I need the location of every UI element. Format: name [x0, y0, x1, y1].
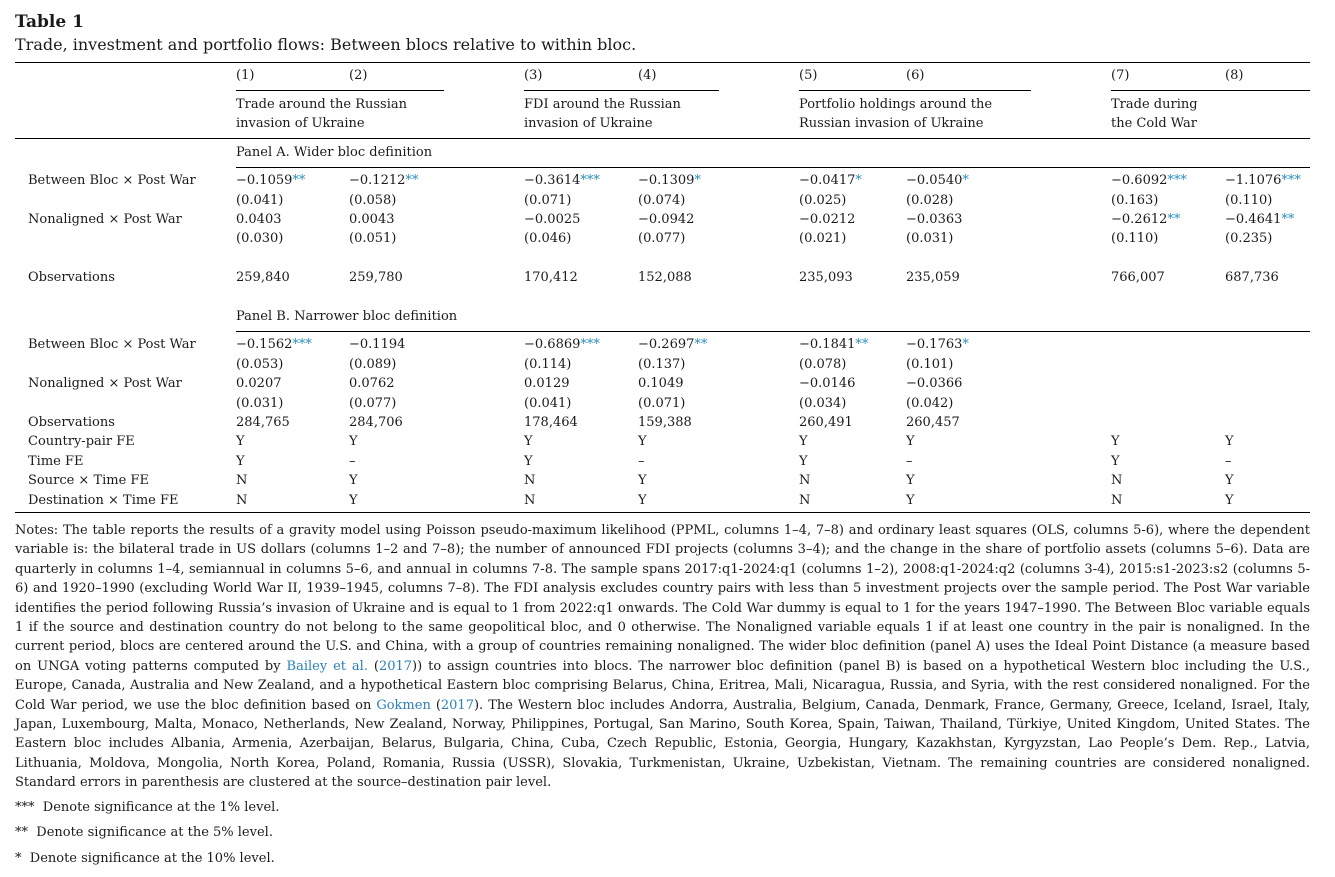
table-cell: Y — [349, 473, 358, 488]
row-label: Observations — [28, 415, 115, 430]
table-cell: 0.0043 — [349, 212, 395, 227]
table-cell: 235,093 — [799, 270, 853, 285]
table-cell: 0.0207 — [236, 376, 282, 391]
table-cell: N — [799, 493, 811, 508]
table-cell: (0.041) — [236, 193, 284, 208]
table-cell: Y — [524, 434, 533, 449]
table-cell: Y — [638, 434, 647, 449]
significance-stars: ** — [292, 173, 306, 188]
column-number-6: (6) — [906, 68, 925, 83]
footnote-text: Denote significance at the 10% level. — [29, 851, 275, 866]
group-header-line1: Trade during — [1111, 97, 1198, 112]
table-cell: (0.078) — [799, 357, 847, 372]
row-label: Time FE — [28, 454, 84, 469]
footnote-5pct — [15, 824, 273, 842]
table-cell: N — [1111, 473, 1123, 488]
table-cell: Y — [906, 493, 915, 508]
table-cell: 766,007 — [1111, 270, 1165, 285]
row-label: Observations — [28, 270, 115, 285]
notes-text-3: ). The Western bloc includes Andorra, Australia, Belgium, Canada, Denmark, France, Germany, Greece, Iceland, Israel, Italy, Japan, Luxembourg, Malta, Monaco, Netherlands, New Zealand, Norway, Philippines, Portugal, San Marino, South Korea, Spain, Taiwan, Thailand, Türkiye, United Kingdom, United States. The Eastern bloc includes Albania, Armenia, Azerbaijan, Belarus, Bulgaria, China, Cuba, Czech Republic, Estonia, Georgia, Hungary, Kazakhstan, Kyrgyzstan, Lao People’s Dem. Rep., Latvia, Lithuania, Moldova, Mongolia, North Korea, Poland, Romania, Russia (USSR), Slovakia, Turkmenistan, Ukraine, Uzbekistan, Vietnam. The remaining countries are considered nonaligned. Standard errors in parenthesis are clustered at the source–destination pair level. — [15, 697, 1310, 791]
table-cell: 0.0762 — [349, 376, 395, 391]
table-cell: (0.041) — [524, 396, 572, 411]
table-cell: 0.0129 — [524, 376, 570, 391]
table-cell: (0.030) — [236, 231, 284, 246]
table-cell: −0.1562*** — [236, 337, 312, 352]
table-cell: −0.4641** — [1225, 212, 1295, 227]
table-cell: −0.0212 — [799, 212, 856, 227]
table-cell: – — [638, 454, 645, 469]
panel-b-rule — [236, 331, 1310, 332]
significance-stars: ** — [855, 337, 869, 352]
table-cell: Y — [638, 473, 647, 488]
table-label: Table 1 — [15, 12, 84, 32]
table-cell: −0.1309* — [638, 173, 701, 188]
table-cell: −0.0942 — [638, 212, 695, 227]
table-cell: (0.163) — [1111, 193, 1159, 208]
table-cell: 284,765 — [236, 415, 290, 430]
table-cell: (0.031) — [236, 396, 284, 411]
group-header-line1: Trade around the Russian — [236, 97, 407, 112]
table-cell: (0.042) — [906, 396, 954, 411]
panel-b-title: Panel B. Narrower bloc definition — [236, 309, 458, 324]
table-cell: (0.074) — [638, 193, 686, 208]
row-label: Between Bloc × Post War — [28, 337, 196, 352]
table-cell: Y — [349, 493, 358, 508]
row-label: Source × Time FE — [28, 473, 149, 488]
row-label: Between Bloc × Post War — [28, 173, 196, 188]
table-cell: −0.3614*** — [524, 173, 600, 188]
table-cell: −0.1194 — [349, 337, 406, 352]
table-cell: (0.110) — [1111, 231, 1159, 246]
table-cell: (0.110) — [1225, 193, 1273, 208]
table-cell: – — [906, 454, 913, 469]
table-cell: (0.058) — [349, 193, 397, 208]
table-cell: (0.101) — [906, 357, 954, 372]
table-cell: Y — [906, 473, 915, 488]
table-cell: Y — [236, 454, 245, 469]
footnote-mark: ** — [15, 825, 28, 840]
column-number-8: (8) — [1225, 68, 1244, 83]
table-cell: −0.0366 — [906, 376, 963, 391]
notes-text-2: ) to assign countries into blocs. The narrower bloc definition (panel B) is based on a hypothetical Western bloc including the U.S., Europe, Canada, Australia and New Zealand, and a hypothetical Eastern bloc comprising Belarus, China, Eritrea, Mali, Nicaragua, Russia, and Syria, with the rest considered nonaligned. For the Cold War period, we use the bloc definition based on — [15, 658, 1310, 713]
footnote-1pct — [15, 799, 279, 817]
table-cell: Y — [1225, 493, 1234, 508]
table-cell: −0.1059** — [236, 173, 306, 188]
significance-stars: *** — [580, 173, 600, 188]
table-cell: 259,840 — [236, 270, 290, 285]
table-cell: (0.114) — [524, 357, 572, 372]
table-cell: Y — [799, 434, 808, 449]
table-cell: Y — [1225, 434, 1234, 449]
group-rule-coldwar — [1111, 90, 1310, 91]
notes-text-1: Notes: The table reports the results of a gravity model using Poisson pseudo-maximum likelihood (PPML, columns 1–4, 7–8) and ordinary least squares (OLS, columns 5-6), where the dependent variable is: the bilateral trade in US dollars (columns 1–2 and 7–8); the number of announced FDI projects (columns 3–4); and the change in the share of portfolio assets (columns 5–6). Data are quarterly in columns 1–4, semiannual in columns 5–6, and annual in columns 7-8. The sample spans 2017:q1-2024:q1 (columns 1–2), 2008:q1-2024:q2 (columns 3-4), 2015:s1-2023:s2 (columns 5-6) and 1920–1990 (excluding World War II, 1939–1945, columns 7–8). The FDI analysis excludes country pairs with less than 5 investment projects over the sample period. The Post War variable identifies the period following Russia’s invasion of Ukraine and is equal to 1 from 2022:q1 onwards. The Cold War dummy is equal to 1 for the years 1947–1990. The Between Bloc variable equals 1 if the source and destination country do not belong to the same geopolitical bloc, and 0 otherwise. The Nonaligned variable equals 1 if at least one country in the pair is nonaligned. In the current period, blocs are centered around the U.S. and China, with a group of countries remaining nonaligned. The wider bloc definition (panel A) uses the Ideal Point Distance (a measure based on UNGA voting patterns computed by — [15, 523, 1310, 674]
table-cell: N — [236, 493, 248, 508]
footnote-10pct — [15, 850, 275, 868]
table-cell: (0.077) — [349, 396, 397, 411]
table-cell: (0.031) — [906, 231, 954, 246]
table-cell: −0.0025 — [524, 212, 581, 227]
table-cell: (0.077) — [638, 231, 686, 246]
table-cell: (0.235) — [1225, 231, 1273, 246]
table-cell: – — [349, 454, 356, 469]
significance-stars: ** — [694, 337, 708, 352]
table-cell: – — [1225, 454, 1232, 469]
significance-stars: * — [962, 173, 969, 188]
table-cell: 170,412 — [524, 270, 578, 285]
table-cell: N — [799, 473, 811, 488]
table-cell: −0.2612** — [1111, 212, 1181, 227]
table-block — [15, 10, 1310, 59]
row-label: Nonaligned × Post War — [28, 376, 182, 391]
group-header-line2: the Cold War — [1111, 116, 1198, 131]
row-label: Country-pair FE — [28, 434, 135, 449]
table-cell: (0.025) — [799, 193, 847, 208]
citation-year-gokmen[interactable]: 2017 — [440, 697, 474, 713]
table-cell: −0.2697** — [638, 337, 708, 352]
group-header-line1: FDI around the Russian — [524, 97, 681, 112]
table-cell: 0.0403 — [236, 212, 282, 227]
column-number-4: (4) — [638, 68, 657, 83]
column-number-3: (3) — [524, 68, 543, 83]
table-caption: Trade, investment and portfolio flows: Between blocs relative to within bloc. — [15, 35, 637, 54]
significance-stars: * — [855, 173, 862, 188]
table-cell: −0.1841** — [799, 337, 869, 352]
row-label: Destination × Time FE — [28, 493, 179, 508]
table-top-rule — [15, 62, 1310, 63]
table-cell: −0.1763* — [906, 337, 969, 352]
citation-link-gokmen[interactable]: Gokmen — [376, 697, 431, 713]
significance-stars: ** — [1281, 212, 1295, 227]
citation-year-bailey[interactable]: 2017 — [378, 658, 413, 674]
table-cell: (0.071) — [524, 193, 572, 208]
group-rule-fdi — [524, 90, 719, 91]
table-cell: Y — [349, 434, 358, 449]
table-cell: Y — [236, 434, 245, 449]
group-header-line2: invasion of Ukraine — [524, 116, 653, 131]
group-rule-trade — [236, 90, 444, 91]
group-header-line2: invasion of Ukraine — [236, 116, 365, 131]
header-bottom-rule — [15, 138, 1310, 139]
table-cell: Y — [906, 434, 915, 449]
table-cell: 259,780 — [349, 270, 403, 285]
table-cell: 178,464 — [524, 415, 578, 430]
table-cell: 260,457 — [906, 415, 960, 430]
table-cell: Y — [638, 493, 647, 508]
significance-stars: *** — [1167, 173, 1187, 188]
notes-paren-close: ) — [412, 658, 418, 674]
footnote-text: Denote significance at the 1% level. — [42, 800, 280, 815]
table-cell: (0.053) — [236, 357, 284, 372]
column-number-2: (2) — [349, 68, 368, 83]
table-cell: Y — [1225, 473, 1234, 488]
table-cell: 152,088 — [638, 270, 692, 285]
notes-paren-open-2: ( — [430, 697, 441, 713]
column-number-1: (1) — [236, 68, 255, 83]
table-cell: 687,736 — [1225, 270, 1279, 285]
table-cell: Y — [524, 454, 533, 469]
table-cell: Y — [1111, 434, 1120, 449]
table-cell: (0.046) — [524, 231, 572, 246]
panel-a-title: Panel A. Wider bloc definition — [236, 145, 433, 160]
table-cell: (0.028) — [906, 193, 954, 208]
table-bottom-rule — [15, 512, 1310, 513]
group-header-line1: Portfolio holdings around the — [799, 97, 993, 112]
table-cell: (0.071) — [638, 396, 686, 411]
column-number-5: (5) — [799, 68, 818, 83]
significance-stars: ** — [405, 173, 419, 188]
table-cell: 284,706 — [349, 415, 403, 430]
table-cell: 159,388 — [638, 415, 692, 430]
table-notes — [15, 521, 1310, 793]
significance-stars: * — [962, 337, 969, 352]
group-rule-portfolio — [799, 90, 1031, 91]
citation-link-bailey[interactable]: Bailey et al. — [286, 658, 368, 674]
table-cell: Y — [1111, 454, 1120, 469]
significance-stars: ** — [1167, 212, 1181, 227]
table-cell: 260,491 — [799, 415, 853, 430]
footnote-text: Denote significance at the 5% level. — [36, 825, 273, 840]
table-cell: Y — [799, 454, 808, 469]
table-cell: (0.089) — [349, 357, 397, 372]
table-cell: −0.6092*** — [1111, 173, 1187, 188]
table-cell: (0.034) — [799, 396, 847, 411]
table-cell: N — [524, 473, 536, 488]
panel-a-rule — [236, 167, 1310, 168]
table-cell: 0.1049 — [638, 376, 684, 391]
table-cell: −0.6869*** — [524, 337, 600, 352]
table-cell: −0.1212** — [349, 173, 419, 188]
table-cell: −0.0540* — [906, 173, 969, 188]
group-header-line2: Russian invasion of Ukraine — [799, 116, 984, 131]
table-cell: −0.0417* — [799, 173, 862, 188]
table-cell: (0.137) — [638, 357, 686, 372]
footnote-mark: *** — [15, 800, 35, 815]
significance-stars: *** — [292, 337, 312, 352]
table-cell: N — [524, 493, 536, 508]
table-cell: N — [236, 473, 248, 488]
significance-stars: *** — [1281, 173, 1301, 188]
footnote-mark: * — [15, 851, 22, 866]
significance-stars: *** — [580, 337, 600, 352]
notes-paren-open: ( — [367, 658, 379, 674]
table-cell: (0.021) — [799, 231, 847, 246]
table-cell: (0.051) — [349, 231, 397, 246]
significance-stars: * — [694, 173, 701, 188]
row-label: Nonaligned × Post War — [28, 212, 182, 227]
table-cell: −1.1076*** — [1225, 173, 1301, 188]
table-cell: −0.0146 — [799, 376, 856, 391]
column-number-7: (7) — [1111, 68, 1130, 83]
table-cell: −0.0363 — [906, 212, 963, 227]
table-cell: 235,059 — [906, 270, 960, 285]
table-cell: N — [1111, 493, 1123, 508]
